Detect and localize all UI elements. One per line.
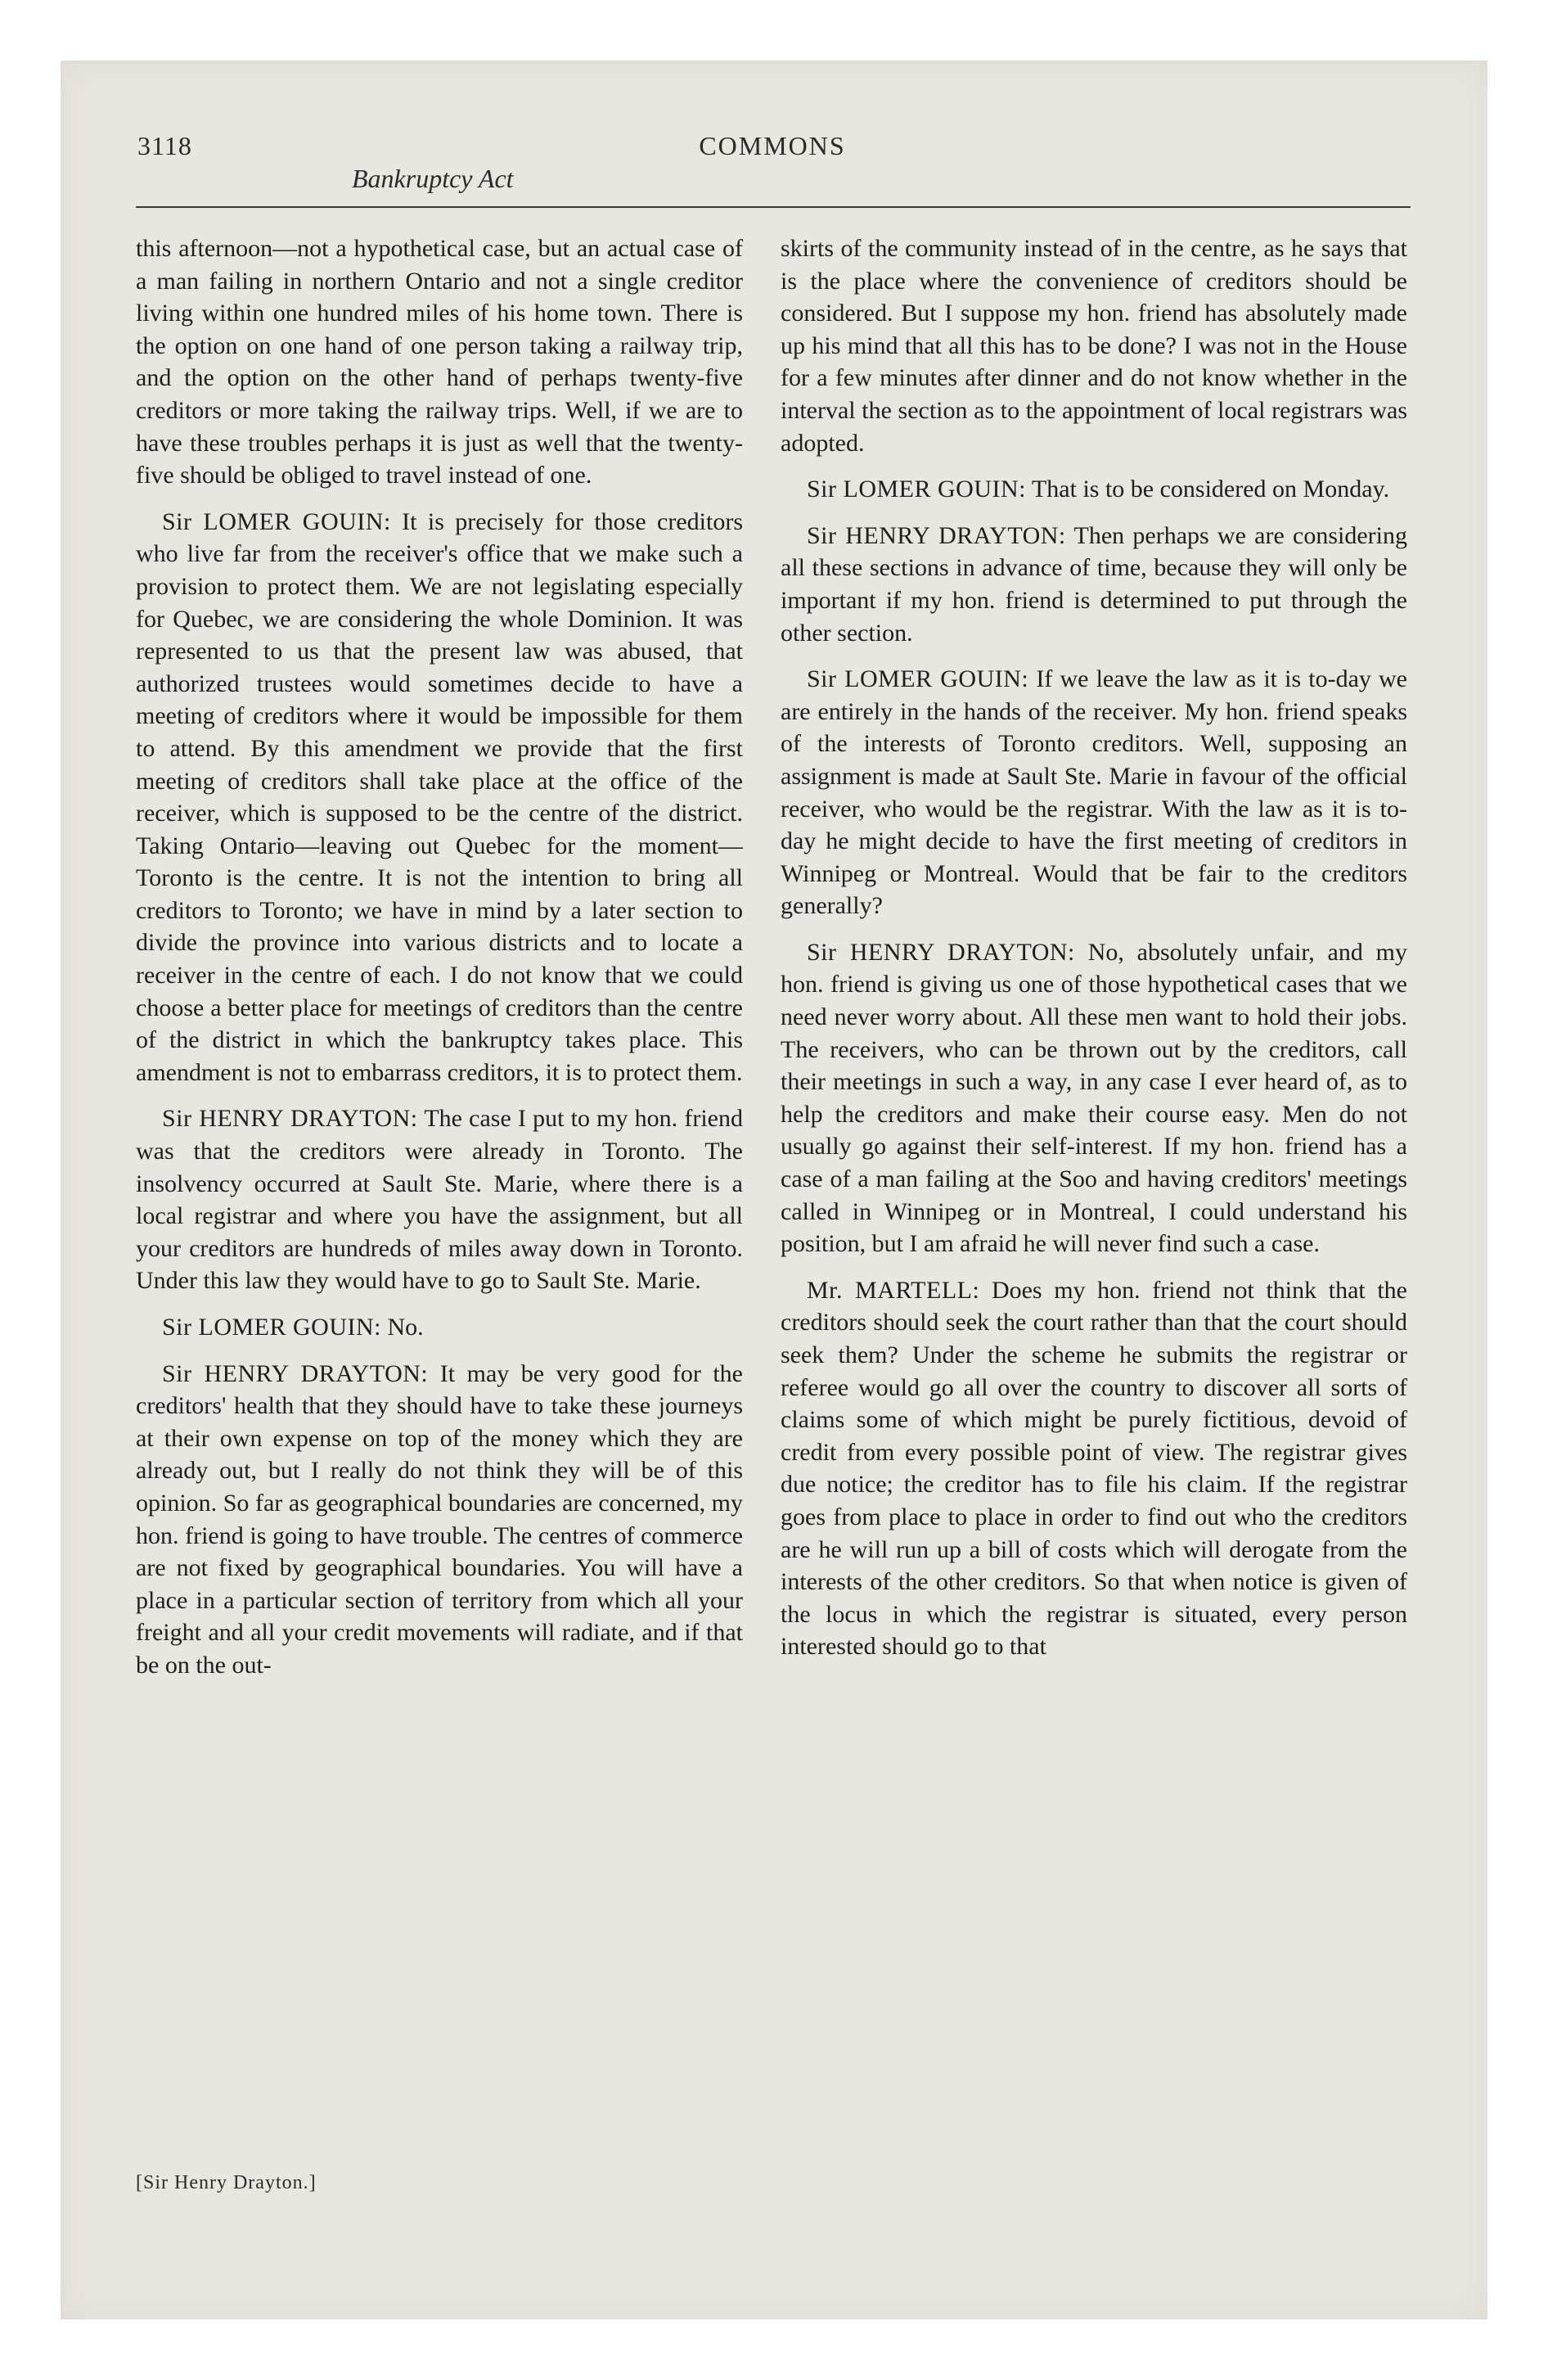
speaker-name: Mr. MARTELL: [807,1276,980,1304]
speech [781,473,1407,506]
speech-text: That is to be considered on Monday. [1031,476,1390,503]
speech [136,1311,743,1344]
speaker-name: Sir HENRY DRAYTON: [162,1105,418,1133]
speech [136,1102,743,1297]
speaker-name: Sir LOMER GOUIN: [162,1314,381,1341]
speech-text: If we leave the law as it is to-day we are entirely in the hands of the receiver. My hon. friend speaks of the interests of Toronto creditors. Well, supposing an assignment is made at Sault Ste. Marie in favour of the official receiver, who would be the registrar. With the law as it is to-day he might decide to have the first meeting of creditors in Winnipeg or Montreal. Would that be fair to the creditors generally? [781,665,1407,920]
header-rule [136,206,1411,208]
footnote-speaker-reference: [Sir Henry Drayton.] [136,2172,317,2193]
right-column [781,232,1407,1677]
running-head: COMMONS [699,131,846,160]
speaker-name: Sir HENRY DRAYTON: [807,521,1066,549]
speech [781,936,1407,1260]
paragraph [136,232,743,492]
paragraph-text: skirts of the community instead of in the centre, as he says that is the place where the convenience of creditors should be considered. But I suppose my hon. friend has absolutely made up his mind that all this has to be done? I was not in the House for a few minutes after dinner and do not know whether in the interval the section as to the appointment of local registrars was adopted. [781,235,1407,457]
speaker-name: Sir HENRY DRAYTON: [807,938,1075,966]
speaker-name: Sir LOMER GOUIN: [807,665,1029,693]
speech [781,1274,1407,1663]
speaker-name: Sir LOMER GOUIN: [162,507,391,535]
speech-text: No, absolutely unfair, and my hon. friend is giving us one of those hypothetical cases that we need never worry about. All these men want to hold their jobs. The receivers, who can be thrown out by the creditors, call their meetings in such a way, in any case I ever heard of, as to help the creditors and make their course easy. Men do not usually go against their self-interest. If my hon. friend has a case of a man failing at the Soo and having creditors' meetings called in Winnipeg or in Montreal, I could understand his position, but I am afraid he will never find such a case. [781,938,1407,1258]
left-column [136,232,743,1696]
speech-text: It may be very good for the creditors' health that they should have to take these journeys at their own expense on top of the money which they are already out, but I really do not think they will be of this opinion. So far as geographical boundaries are concerned, my hon. friend is going to have trouble. The centres of commerce are not fixed by geographical boundaries. You will have a place in a particular section of territory from which all your freight and all your credit movements will radiate, and if that be on the out- [136,1359,743,1679]
speech-text: No. [387,1314,424,1341]
speech [781,520,1407,649]
speech-text: The case I put to my hon. friend was that the creditors were already in Toronto. The insolvency occurred at Sault Ste. Marie, where there is a local registrar and where you have the assignment, but all your creditors are hundreds of miles away down in Toronto. Under this law they would have to go to Sault Ste. Marie. [136,1105,744,1295]
paragraph-text: this afternoon—not a hypothetical case, but an actual case of a man failing in northern Ontario and not a single creditor living within one hundred miles of his home town. There is the option on one hand of one person taking a railway trip, and the option on the other hand of perhaps twenty-five creditors or more taking the railway trips. Well, if we are to have these troubles perhaps it is just as well that the twenty-five should be obliged to travel instead of one. [136,235,743,489]
speech [136,1358,743,1682]
speech [136,506,743,1089]
speech-text: Then perhaps we are considering all these sections in advance of time, because they will only be important if my hon. friend is determined to put through the other section. [781,521,1407,647]
paragraph [781,232,1407,459]
speech [781,663,1407,922]
subject-title: Bankruptcy Act [352,164,514,193]
page-number: 3118 [137,131,192,160]
speech-text: Does my hon. friend not think that the creditors should seek the court rather than that the court should seek them? Under the scheme he submits the registrar or referee would go all over the country to discover all sorts of claims some of which might be purely fictitious, devoid of credit from every possible point of view. The registrar gives due notice; the creditor has to file his claim. If the registrar goes from place to place in order to find out who the creditors are he will run up a bill of costs which will derogate from the interests of the other creditors. So that when notice is given of the locus in which the registrar is situated, every person interested should go to that [781,1276,1408,1661]
speaker-name: Sir HENRY DRAYTON: [162,1359,429,1387]
speech-text: It is precisely for those creditors who live far from the receiver's office that we make such a provision to protect them. We are not legislating especially for Quebec, we are considering the whole Dominion. It was represented to us that the present law was abused, that authorized trustees would sometimes decide to have a meeting of creditors where it would be impossible for them to attend. By this amendment we provide that the first meeting of creditors shall take place at the office of the receiver, which is supposed to be the centre of the district. Taking Ontario—leaving out Quebec for the moment—Toronto is the centre. It is not the intention to bring all creditors to Toronto; we have in mind by a later section to divide the province into various districts and to locate a receiver in the centre of each. I do not know that we could choose a better place for meetings of creditors than the centre of the district in which the bankruptcy takes place. This amendment is not to embarrass creditors, it is to protect them. [136,507,743,1086]
speaker-name: Sir LOMER GOUIN: [807,476,1026,503]
page-header [137,131,1407,196]
